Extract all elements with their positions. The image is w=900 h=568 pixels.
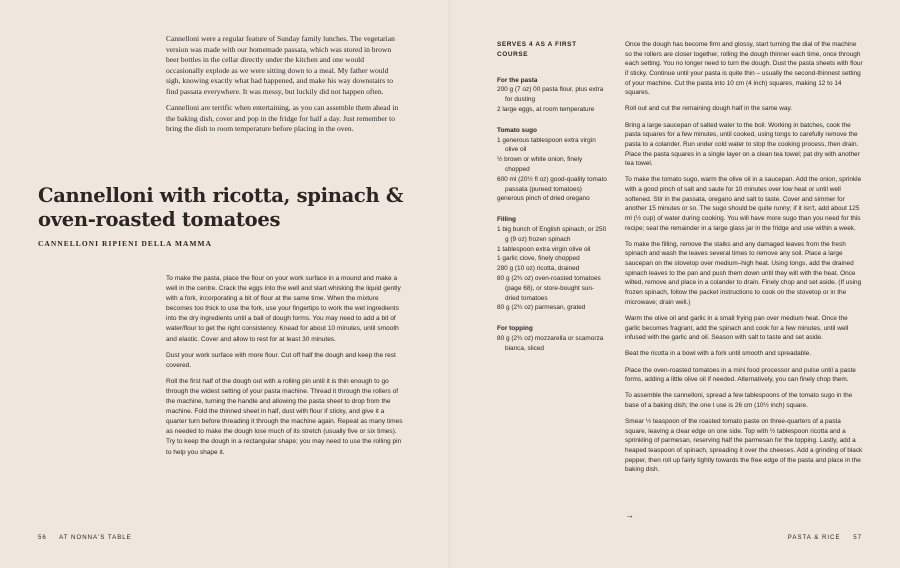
ingredient-item: 280 g (10 oz) ricotta, drained — [497, 265, 580, 273]
serves-label: SERVES 4 AS A FIRST COURSE — [497, 41, 577, 58]
method-paragraph: Roll the first half of the dough out with a rolling pin until it is thin enough to go through the widest setting of your pasta machine. Thread it through the rollers of the machine, turning the handle and allowing the pasta sheet to drop from the machine. Fold the thinned sheet in half, dust with flour if sticky, and give it a quarter turn before threading it through the machine again. Repeat as many times as needed to make the dough lose much of its stretch (usually five or six times). Try to keep the dough in a rectangular shape; you may need to use the rolling pin to help you shape it. — [166, 377, 403, 456]
method-paragraph: To make the pasta, place the flour on your work surface in a mound and make a well in the centre. Crack the eggs into the well and start whisking the liquid gently with a fork, incorporating a bit of flour at the same time. When the mixture becomes too thick to use the fork, use your fingertips to work the wet ingredients into the dry ingredients until a ball of dough forms. You may need to add a bit of water/flour to get the right consistency. Knead for about 10 minutes, until smooth and elastic. Cover and allow to rest for at least 30 minutes. — [166, 275, 401, 343]
recipe-intro — [166, 34, 402, 141]
book-title: AT NONNA'S TABLE — [59, 534, 132, 541]
method-left-column — [166, 274, 406, 464]
recipe-title: Cannelloni with ricotta, spinach & oven-roasted tomatoes — [38, 184, 404, 231]
method-paragraph: Warm the olive oil and garlic in a small frying pan over medium heat. Once the garlic becomes fragrant, add the spinach and cook for a few minutes, until well infused with the garlic and oil. Season with salt to taste and set aside. — [625, 314, 849, 342]
ingredient-group-heading: Filling — [497, 216, 516, 224]
ingredient-group-heading: Tomato sugo — [497, 126, 537, 134]
section-title: PASTA & RICE — [787, 534, 841, 541]
ingredient-item: 1 garlic clove, finely chopped — [497, 255, 580, 263]
recipe-subtitle: CANNELLONI RIPIENI DELLA MAMMA — [38, 239, 213, 248]
ingredient-item: 1 generous tablespoon extra virgin olive oil — [497, 136, 596, 154]
right-footer — [788, 534, 862, 541]
method-paragraph: Roll out and cut the remaining dough half in the same way. — [625, 105, 792, 113]
method-paragraph: To assemble the cannelloni, spread a few tablespoons of the tomato sugo in the base of a baking dish; the one I use is 26 cm (10½ inch) square. — [625, 392, 853, 409]
ingredient-item: 2 large eggs, at room temperature — [497, 105, 595, 113]
method-right-column — [625, 40, 864, 482]
method-paragraph: Dust your work surface with more flour. Cut off half the dough and keep the rest covered. — [166, 351, 396, 369]
ingredient-group-filling — [497, 215, 607, 313]
right-page — [450, 0, 900, 568]
ingredient-group-heading: For topping — [497, 325, 533, 333]
ingredient-item: 80 g (2¾ oz) parmesan, grated — [497, 304, 586, 312]
intro-paragraph: Cannelloni are terrific when entertaining, as you can assemble them ahead in the baking dish, cover and pop in the fridge for half a day. Just remember to bring the dish to room temperature before placing in the oven. — [166, 103, 399, 133]
page-number: 57 — [853, 534, 862, 541]
method-paragraph: Place the oven-roasted tomatoes in a mini food processor and pulse until a paste forms, adding a little olive oil if needed. Alternatively, you can finely chop them. — [625, 366, 856, 384]
ingredient-item: generous pinch of dried oregano — [497, 195, 590, 203]
ingredients-column — [497, 40, 607, 365]
ingredient-item: 1 tablespoon extra virgin olive oil — [497, 245, 591, 253]
method-paragraph: To make the filling, remove the stalks and any damaged leaves from the fresh spinach and wash the leaves several times to remove any soil. Place a large saucepan on the stovetop over medium–high heat. Using tongs, add the drained spinach leaves to the pan and push them down until they wilt with the heat. Once wilted, remove and place in a colander to drain. Finely chop and set aside. (If using frozen spinach, follow the packet instructions to cook on the stovetop or in the microwave; drain well.) — [625, 240, 862, 306]
ingredient-group-tomato-sugo — [497, 126, 607, 204]
method-paragraph: Beat the ricotta in a bowl with a fork until smooth and spreadable. — [625, 350, 812, 358]
continue-arrow-icon: → — [625, 510, 634, 520]
ingredient-group-pasta — [497, 76, 607, 115]
ingredient-group-heading: For the pasta — [497, 76, 538, 84]
ingredient-item: ½ brown or white onion, finely chopped — [497, 156, 583, 173]
intro-paragraph: Cannelloni were a regular feature of Sunday family lunches. The vegetarian version was made with our homemade passata, which was stored in brown beer bottles in the cellar directly under the kitchen and one would occasionally explode as we were sitting down to a meal. My father would sigh, knowing exactly what had happened, and make his way downstairs to find passata everywhere. It was messy, but luckily did not happen often. — [166, 34, 395, 96]
method-paragraph: Bring a large saucepan of salted water to the boil. Working in batches, cook the pasta squares for a few minutes, until cooked, using tongs to carefully remove the pasta to a colander. Run under cold water to stop the cooking process, then drain. Place the pasta squares in a single layer on a clean tea towel; pat dry with another tea towel. — [625, 121, 860, 168]
method-paragraph: Smear ½ teaspoon of the roasted tomato paste on three-quarters of a pasta square, leaving a clear edge on one side. Top with ½ tablespoon ricotta and a sprinkling of parmesan, reserving half the parmesan for the topping. Lastly, add a heaped teaspoon of spinach, spreading it over the cheeses. Add a grinding of black pepper, then roll up fairly tightly towards the free edge of the pasta and place in the baking dish. — [625, 418, 863, 474]
ingredient-item: 1 big bunch of English spinach, or 250 g (9 oz) frozen spinach — [497, 225, 607, 243]
ingredient-item: 200 g (7 oz) 00 pasta flour, plus extra for dusting — [497, 86, 604, 104]
page-number: 56 — [38, 534, 47, 541]
ingredient-group-topping — [497, 324, 607, 353]
ingredient-item: 80 g (2¾ oz) mozzarella or scamorza bianca, sliced — [497, 334, 604, 352]
method-paragraph: Once the dough has become firm and glossy, start turning the dial of the machine so the rollers are closer together, rolling the dough thinner each time, once through each setting. You no longer need to turn the dough. Dust the pasta sheets with flour if sticky. Continue until your pasta is quite thin – usually the second-thinnest setting of your machine. Cut the pasta into 10 cm (4 inch) squares, making 12 to 14 squares. — [625, 41, 863, 97]
left-footer — [38, 534, 132, 541]
ingredient-item: 600 ml (20½ fl oz) good-quality tomato passata (pureed tomatoes) — [497, 175, 607, 193]
ingredient-item: 80 g (2¾ oz) oven-roasted tomatoes (page 68), or store-bought sun-dried tomatoes — [497, 274, 601, 302]
method-paragraph: To make the tomato sugo, warm the olive oil in a saucepan. Add the onion, sprinkle with a good pinch of salt and saute for 10 minutes over low heat or until well softened. Stir in the passata, oregano and salt to taste. Cover and simmer for another 15 minutes or so. The sugo should be quite runny; if it isn't, add about 125 ml (½ cup) of water during cooking. You will have more sugo than you need for this recipe; seal the remainder in a large glass jar in the fridge and use within a week. — [625, 176, 862, 232]
